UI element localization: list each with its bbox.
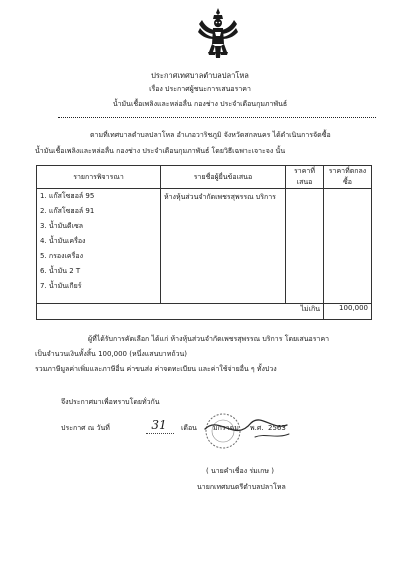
table-header-row [37, 166, 372, 189]
bidder-cell [161, 189, 286, 304]
award-line-2: เป็นจำนวนเงินทั้งสิ้น 100,000 (หนึ่งแสนบาทถ้วน) [35, 350, 188, 358]
total-value: 100,000 [324, 304, 372, 320]
list-item: 1. แก๊สโซฮอล์ 95 [40, 192, 95, 200]
agreed-price-cell [324, 189, 372, 304]
col-header-agreed-price: ราคาที่ตกลงซื้อ [324, 166, 372, 189]
list-item: 2. แก๊สโซฮอล์ 91 [40, 207, 95, 215]
bid-table [36, 165, 372, 320]
col-header-items: รายการพิจารณา [37, 166, 161, 189]
bidder-name: ห้างหุ้นส่วนจำกัดเพชรสุพรรณ บริการ [164, 193, 276, 201]
list-item: 7. น้ำมันเกียร์ [40, 282, 82, 290]
col-header-bidder: รายชื่อผู้ยื่นข้อเสนอ [161, 166, 286, 189]
intro-line-1: ตามที่เทศบาลตำบลปลาโหล อำเภอวาริชภูมิ จังหวัดสกลนคร ได้ดำเนินการจัดซื้อ [90, 131, 331, 139]
total-label: ไม่เกิน [286, 304, 324, 320]
signer-position: นายกเทศมนตรีตำบลปลาโหล [197, 483, 286, 491]
purchase-title: น้ำมันเชื้อเพลิงและหล่อลื่น กองช่าง ประจำเดือนกุมภาพันธ์ [112, 100, 288, 108]
list-item: 5. กรองเครื่อง [40, 252, 83, 260]
signer-name: ( นายคำเชื่อง ร่มเกษ ) [206, 467, 274, 475]
date-day: 31 [151, 418, 167, 432]
total-spacer [37, 304, 286, 320]
table-row [37, 189, 372, 304]
signature-stamp-icon [195, 409, 295, 451]
list-item: 6. น้ำมัน 2 T [40, 267, 81, 275]
announce-text: จึงประกาศมาเพื่อทราบโดยทั่วกัน [61, 398, 160, 406]
garuda-emblem-icon [196, 6, 240, 62]
date-prefix: ประกาศ ณ วันที่ [61, 424, 110, 432]
total-row [37, 304, 372, 320]
offer-price-cell [286, 189, 324, 304]
list-item: 4. น้ำมันเครื่อง [40, 237, 86, 245]
date-year: 2563 [268, 424, 286, 432]
intro-line-2: น้ำมันเชื้อเพลิงและหล่อลื่น กองช่าง ประจำเดือนกุมภาพันธ์ โดยวิธีเฉพาะเจาะจง นั้น [35, 147, 286, 155]
award-line-1: ผู้ที่ได้รับการคัดเลือก ได้แก่ ห้างหุ้นส่วนจำกัดเพชรสุพรรณ บริการ โดยเสนอราคา [88, 335, 330, 343]
date-month: มกราคม [213, 424, 239, 432]
date-month-label: เดือน [181, 424, 197, 432]
subject-line: เรื่อง ประกาศผู้ชนะการเสนอราคา [149, 85, 251, 93]
award-line-3: รวมภาษีมูลค่าเพิ่มและภาษีอื่น ค่าขนส่ง ค่าจดทะเบียน และค่าใช้จ่ายอื่น ๆ ทั้งปวง [35, 365, 277, 373]
org-title: ประกาศเทศบาลตำบลปลาโหล [151, 71, 249, 80]
items-cell [37, 189, 161, 304]
header-divider [58, 117, 376, 118]
col-header-offer-price: ราคาที่เสนอ [286, 166, 324, 189]
date-year-label: พ.ศ. [250, 424, 264, 432]
day-underline [146, 433, 174, 434]
list-item: 3. น้ำมันดีเซล [40, 222, 83, 230]
